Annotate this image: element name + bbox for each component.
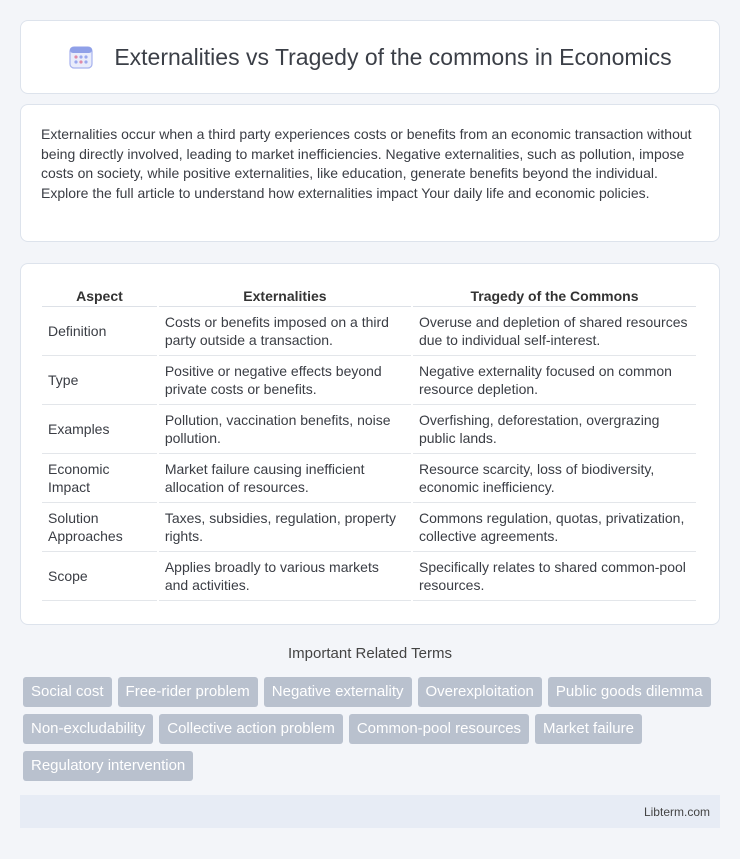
header-aspect: Aspect — [42, 284, 157, 307]
comparison-table — [40, 284, 698, 601]
table-row — [42, 405, 696, 454]
related-term-tag[interactable]: Non-excludability — [23, 714, 153, 744]
related-term-tag[interactable]: Common-pool resources — [349, 714, 529, 744]
calendar-grid-icon — [68, 44, 94, 70]
cell-tragedy: Resource scarcity, loss of biodiversity, economic inefficiency. — [413, 454, 696, 503]
cell-aspect: Type — [42, 356, 157, 405]
cell-externalities: Applies broadly to various markets and activities. — [159, 552, 411, 601]
cell-tragedy: Overfishing, deforestation, overgrazing public lands. — [413, 405, 696, 454]
cell-aspect: Solution Approaches — [42, 503, 157, 552]
header-tragedy: Tragedy of the Commons — [413, 284, 696, 307]
footer-site-link[interactable]: Libterm.com — [643, 804, 710, 819]
footer — [20, 795, 720, 828]
related-term-tag[interactable]: Collective action problem — [159, 714, 343, 744]
table-row — [42, 307, 696, 356]
related-term-tag[interactable]: Overexploitation — [418, 677, 542, 707]
cell-externalities: Positive or negative effects beyond private costs or benefits. — [159, 356, 411, 405]
table-row — [42, 503, 696, 552]
cell-tragedy: Overuse and depletion of shared resources due to individual self-interest. — [413, 307, 696, 356]
cell-externalities: Market failure causing inefficient allocation of resources. — [159, 454, 411, 503]
cell-aspect: Scope — [42, 552, 157, 601]
related-term-tag[interactable]: Public goods dilemma — [548, 677, 711, 707]
table-header-row — [42, 284, 696, 307]
table-row — [42, 356, 696, 405]
cell-aspect: Economic Impact — [42, 454, 157, 503]
related-terms-title: Important Related Terms — [288, 645, 452, 662]
related-term-tag[interactable]: Market failure — [535, 714, 642, 744]
header-externalities: Externalities — [159, 284, 411, 307]
cell-tragedy: Specifically relates to shared common-pool resources. — [413, 552, 696, 601]
cell-aspect: Examples — [42, 405, 157, 454]
header-card — [20, 20, 720, 94]
related-term-tag[interactable]: Social cost — [23, 677, 112, 707]
related-terms-list — [23, 677, 723, 781]
cell-externalities: Taxes, subsidies, regulation, property rights. — [159, 503, 411, 552]
cell-tragedy: Commons regulation, quotas, privatization, collective agreements. — [413, 503, 696, 552]
related-term-tag[interactable]: Free-rider problem — [118, 677, 258, 707]
table-row — [42, 552, 696, 601]
related-term-tag[interactable]: Regulatory intervention — [23, 751, 193, 781]
cell-externalities: Pollution, vaccination benefits, noise pollution. — [159, 405, 411, 454]
cell-aspect: Definition — [42, 307, 157, 356]
table-row — [42, 454, 696, 503]
page-title: Externalities vs Tragedy of the commons in Economics — [114, 43, 672, 70]
intro-text: Externalities occur when a third party experiences costs or benefits from an economic transaction without being directly involved, leading to market inefficiencies. Negative externalities, such as pollution, impose costs on society, while positive externalities, like education, generate benefits beyond the individual. Explore the full article to understand how externalities impact Your daily life and economic policies. — [41, 126, 692, 201]
cell-tragedy: Negative externality focused on common resource depletion. — [413, 356, 696, 405]
related-term-tag[interactable]: Negative externality — [264, 677, 412, 707]
comparison-table-card — [20, 263, 720, 625]
cell-externalities: Costs or benefits imposed on a third party outside a transaction. — [159, 307, 411, 356]
intro-card — [20, 104, 720, 242]
